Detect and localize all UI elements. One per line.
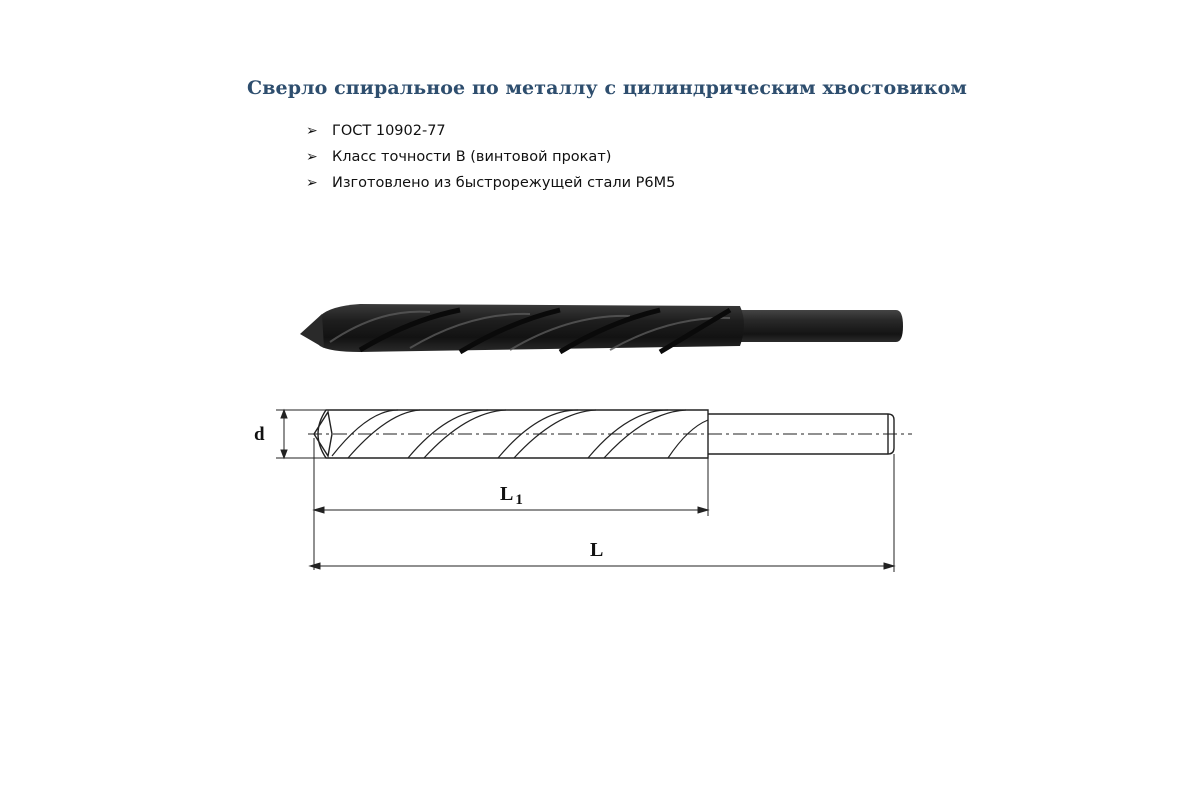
drill-bit-photo [300, 298, 904, 360]
list-item [306, 122, 675, 148]
dimension-l1-label: L $_1$ [500, 483, 523, 508]
spec-material: Изготовлено из быстрорежущей стали Р6М5 [332, 175, 676, 191]
list-item [306, 148, 675, 174]
arrow-bullet-icon: ➢ [306, 149, 318, 165]
dimension-d-label: d [254, 424, 265, 445]
page-title: Сверло спиральное по металлу с цилиндрическим хвостовиком [247, 77, 967, 99]
arrow-bullet-icon: ➢ [306, 123, 318, 139]
dimension-l-label: L [590, 539, 604, 561]
list-item [306, 174, 675, 200]
arrow-bullet-icon: ➢ [306, 175, 318, 191]
drill-tip [300, 314, 324, 348]
drill-shank [720, 310, 903, 342]
drill-technical-drawing [248, 398, 912, 584]
spec-list [306, 122, 675, 200]
spec-gost: ГОСТ 10902-77 [332, 123, 446, 139]
spec-accuracy-class: Класс точности B (винтовой прокат) [332, 149, 612, 165]
